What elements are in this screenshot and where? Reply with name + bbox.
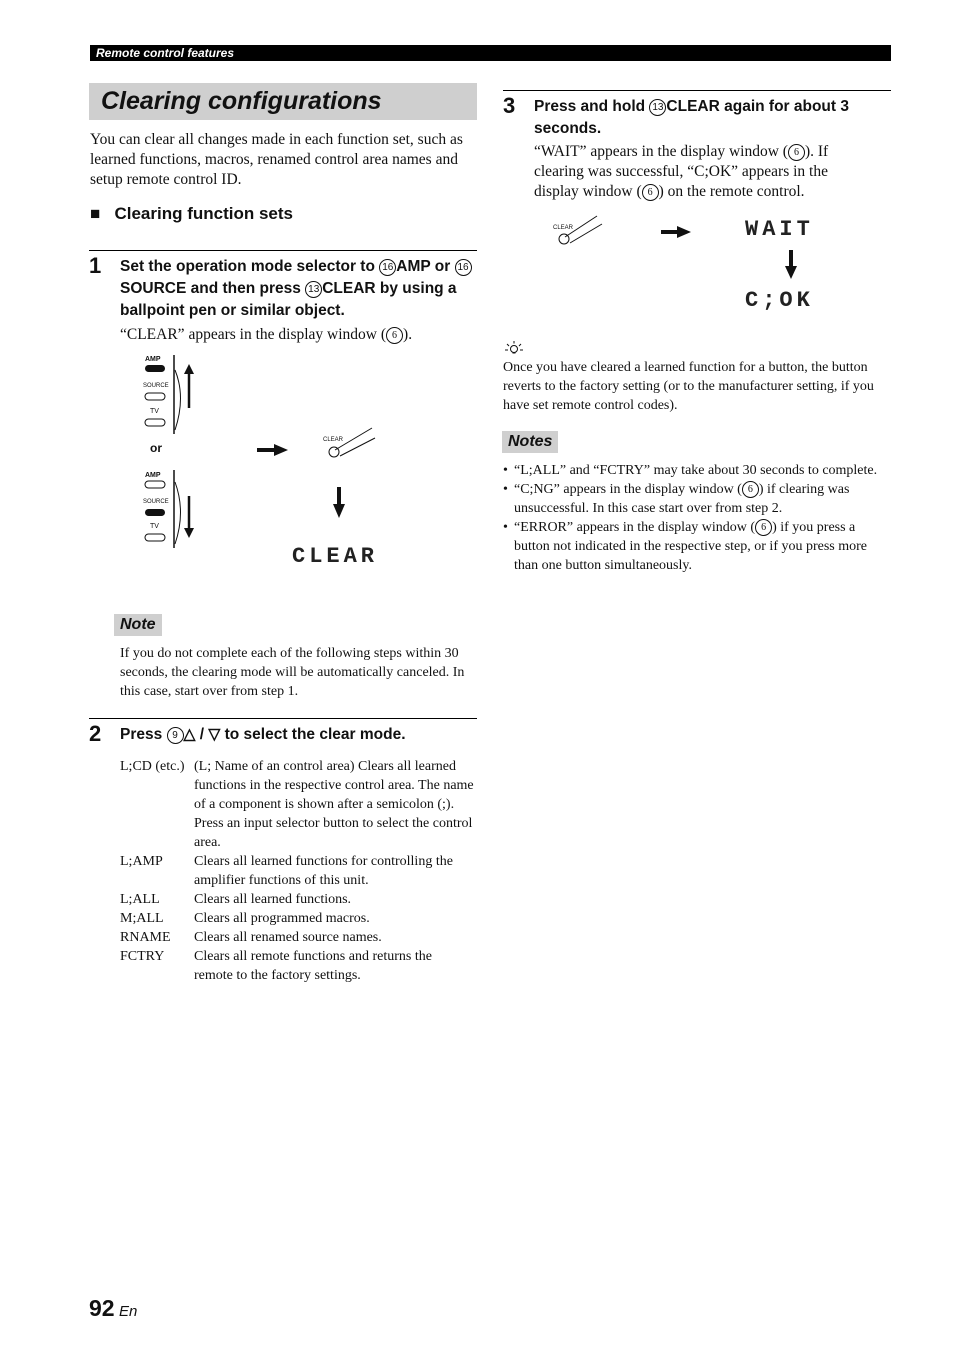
mode-selector-up <box>145 355 194 434</box>
step3-body: “WAIT” appears in the display window ( 6 ). If clearing was successful, “C;OK” appears in the display window ( 6 ) on the remote control. <box>534 143 829 200</box>
tip-text: Once you have cleared a learned function for a button, the button reverts to the factory setting (or to the manufacturer setting, if you have set remote control codes). <box>503 360 874 413</box>
square-bullet-icon: ■ <box>90 204 101 223</box>
arrow-right-icon <box>257 444 288 456</box>
note-text: If you do not complete each of the following steps within 30 seconds, the clearing mode will be automatically canceled. In this case, start over from step 1. <box>120 646 465 699</box>
circled-number: 9 <box>167 727 184 744</box>
step3-heading: Press and hold 13 CLEAR again for about 3 seconds. <box>534 98 849 137</box>
step1-body: “CLEAR” appears in the display window ( 6 ). <box>120 326 413 343</box>
step3-rule <box>503 90 891 91</box>
bullet-icon: • <box>503 463 508 478</box>
key-source: SOURCE <box>120 280 187 297</box>
notes-label: Notes <box>502 431 558 453</box>
step2-number: 2 <box>89 721 102 746</box>
bullet-icon: • <box>503 482 508 497</box>
step1-number: 1 <box>89 253 102 278</box>
page-footer <box>89 1294 137 1326</box>
subsection-label: Clearing function sets <box>114 204 293 223</box>
label-source-2: SOURCE <box>143 499 169 505</box>
arrow-down-icon <box>785 250 797 279</box>
step3-number: 3 <box>503 93 516 118</box>
mode-row: M;ALL Clears all programmed macros. <box>120 911 370 926</box>
circled-number: 6 <box>386 327 403 344</box>
lcd-wait-display: WAIT <box>745 217 814 242</box>
page-language: En <box>119 1303 138 1320</box>
clear-mode-list <box>120 757 480 985</box>
step1-rule <box>89 250 477 251</box>
circled-number: 6 <box>755 519 772 536</box>
circled-number: 6 <box>742 481 759 498</box>
mode-selector-down <box>145 470 194 548</box>
subsection-heading <box>90 203 293 225</box>
step2-rule <box>89 718 477 719</box>
list-item: • “C;NG” appears in the display window ( 6 ) if clearing was unsuccessful. In this case start over from step 2. <box>503 482 850 516</box>
mode-row: L;ALL Clears all learned functions. <box>120 892 352 907</box>
circled-number: 16 <box>379 259 396 276</box>
circled-number: 16 <box>455 259 472 276</box>
mode-row: L;AMP Clears all learned functions for controlling the amplifier functions of this unit. <box>120 854 453 888</box>
circled-number: 6 <box>642 184 659 201</box>
note-label: Note <box>114 614 162 636</box>
circled-number: 13 <box>305 281 322 298</box>
label-clear: CLEAR <box>553 225 574 231</box>
lcd-clear-display: CLEAR <box>292 544 379 569</box>
mode-row: RNAME Clears all renamed source names. <box>120 930 382 945</box>
key-clear: CLEAR <box>666 98 720 115</box>
label-amp: AMP <box>145 356 161 363</box>
circled-number: 6 <box>788 144 805 161</box>
label-clear: CLEAR <box>323 437 344 443</box>
step2-heading: Press 9 △ / ▽ to select the clear mode. <box>120 726 406 743</box>
mode-row: FCTRY Clears all remote functions and returns the remote to the factory settings. <box>120 949 432 983</box>
page-title: Clearing configurations <box>101 87 382 115</box>
list-item: • “L;ALL” and “FCTRY” may take about 30 seconds to complete. <box>503 463 878 478</box>
label-or: or <box>150 441 162 455</box>
notes-list <box>503 461 891 575</box>
key-amp: AMP <box>396 258 431 275</box>
arrow-down-icon <box>333 487 345 518</box>
mode-row: L;CD (etc.) (L; Name of an control area) Clears all learned functions in the respective control area. The name of a component is shown after a semicolon (;). Press an input selector button to select the control area. <box>120 759 474 850</box>
page-number: 92 <box>89 1295 115 1321</box>
label-tv: TV <box>150 408 159 415</box>
list-item: • “ERROR” appears in the display window ( 6 ) if you press a button not indicated in the respective step, or if you press more than one button simultaneously. <box>503 520 868 573</box>
intro-paragraph: You can clear all changes made in each function set, such as learned functions, macros, renamed control area names and setup remote control ID. <box>90 131 463 188</box>
circled-number: 13 <box>649 99 666 116</box>
label-source: SOURCE <box>143 383 169 389</box>
label-amp-2: AMP <box>145 472 161 479</box>
lcd-cok-display: C;OK <box>745 288 814 313</box>
step1-heading: Set the operation mode selector to 16 AMP or 16SOURCE and then press 13 CLEAR by using a ballpoint pen or similar object. <box>120 256 480 322</box>
key-clear: CLEAR <box>322 280 376 297</box>
bullet-icon: • <box>503 520 508 535</box>
arrow-right-icon <box>661 226 691 238</box>
label-tv-2: TV <box>150 523 159 530</box>
section-header: Remote control features <box>96 46 235 60</box>
